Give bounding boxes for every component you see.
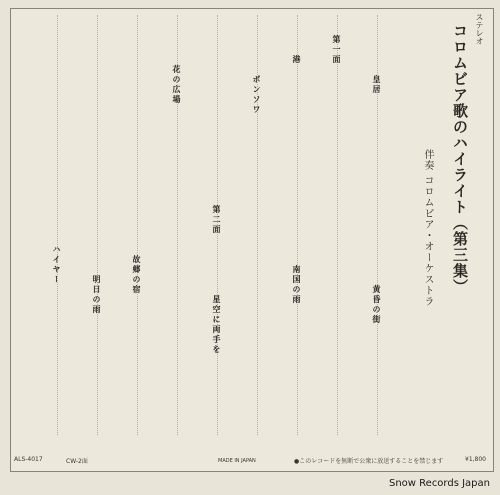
watermark: Snow Records Japan <box>389 478 490 489</box>
song-title: 星空に両手を <box>212 295 222 355</box>
record-insert-sheet <box>10 8 494 472</box>
column-divider <box>337 15 340 435</box>
footer-bar <box>10 454 492 468</box>
column-divider <box>137 15 140 435</box>
song-title: ハイヤー <box>52 245 62 285</box>
matrix-number: CW-2面 <box>66 458 88 465</box>
song-title: ボンソワ <box>252 75 262 115</box>
song-title: 明日の雨 <box>92 275 102 315</box>
lyrics-grid <box>17 15 417 435</box>
section-heading: 第一面 <box>332 35 342 65</box>
song-title: 港 <box>292 55 302 65</box>
made-in-label: MADE IN JAPAN <box>218 458 256 464</box>
section-heading: 第二面 <box>212 205 222 235</box>
song-title: 黄昏の街 <box>372 285 382 325</box>
song-title: 皇居 <box>372 75 382 95</box>
accompaniment-credit: 伴奏 コロムビア・オーケストラ <box>422 149 433 308</box>
song-title: 南国の雨 <box>292 265 302 305</box>
column-divider <box>297 15 300 435</box>
album-title: コロムビア歌のハイライト（第三集） <box>451 23 469 295</box>
stereo-label: ステレオ <box>475 13 484 45</box>
price-label: ¥1,800 <box>465 456 486 463</box>
column-divider <box>97 15 100 435</box>
song-title: 故郷の宿 <box>132 255 142 295</box>
catalog-number: ALS-4017 <box>14 456 43 463</box>
song-title: 花の広場 <box>172 65 182 105</box>
column-divider <box>57 15 60 435</box>
copyright-notice: ●このレコードを無断で公衆に放送することを禁じます <box>294 458 444 465</box>
